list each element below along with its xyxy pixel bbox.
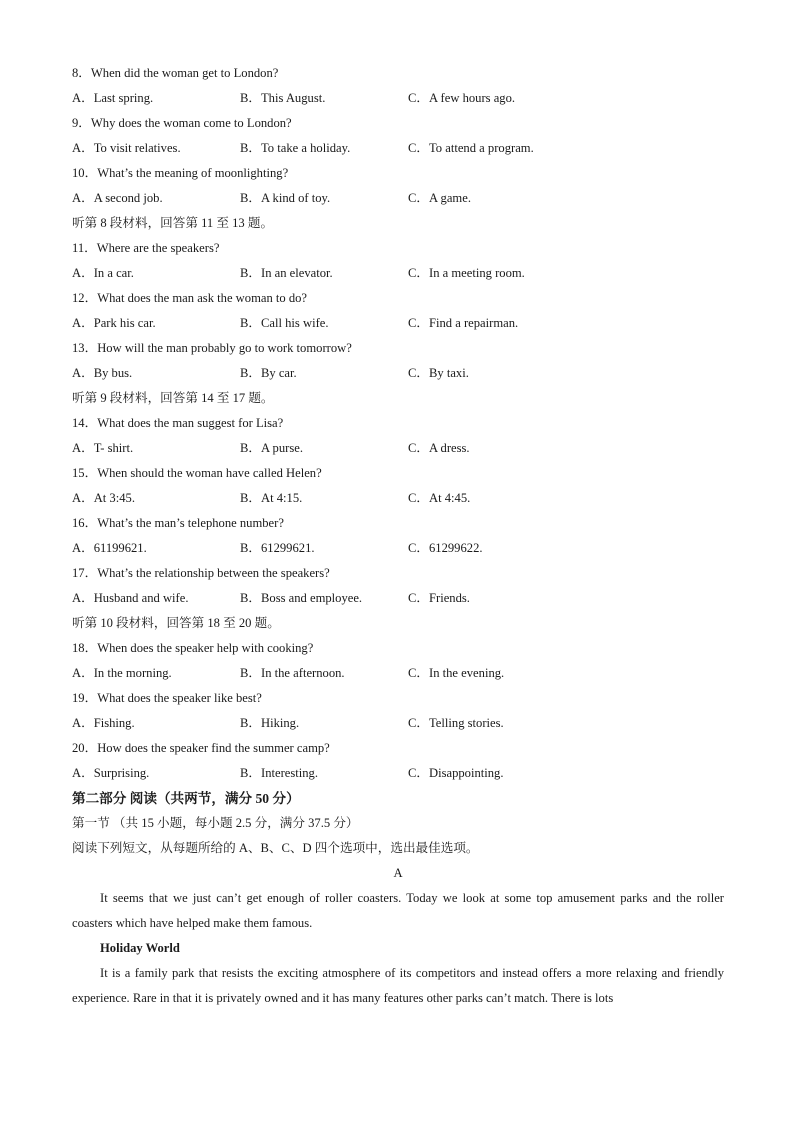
option-c: C．A few hours ago. [408,91,516,105]
listening-intro: 听第 9 段材料，回答第 14 至 17 题。 [72,391,274,405]
option-b: B．Hiking. [240,716,300,730]
option-b: B．Interesting. [240,766,318,780]
option-c: C．At 4:45. [408,491,471,505]
question-stem: 17．What’s the relationship between the speakers? [72,566,330,580]
option-b: B．A purse. [240,441,303,455]
option-b: B．A kind of toy. [240,191,331,205]
option-a: A．At 3:45. [72,491,135,505]
options-row [72,186,724,211]
passage-paragraph: It seems that we just can’t get enough of roller coasters. Today we look at some top amusement parks and the roller coasters which have helped make them famous. [72,891,724,930]
option-a: A．To visit relatives. [72,141,181,155]
question-stem: 16．What’s the man’s telephone number? [72,516,284,530]
exam-page [72,61,724,1011]
option-a: A．Fishing. [72,716,135,730]
question-stem: 14．What does the man suggest for Lisa? [72,416,284,430]
option-a: A．In the morning. [72,666,172,680]
question-stem: 10．What’s the meaning of moonlighting? [72,166,289,180]
passage-label: A [393,866,403,880]
question-stem: 18．When does the speaker help with cooking? [72,641,314,655]
option-c: C．A dress. [408,441,470,455]
question-stem: 8．When did the woman get to London? [72,66,279,80]
listening-intro: 听第 8 段材料，回答第 11 至 13 题。 [72,216,274,230]
option-a: A．By bus. [72,366,133,380]
option-b: B．At 4:15. [240,491,303,505]
option-a: A．Park his car. [72,316,156,330]
option-b: B．This August. [240,91,326,105]
option-c: C．Find a repairman. [408,316,519,330]
option-a: A．A second job. [72,191,163,205]
passage-paragraph: It is a family park that resists the exciting atmosphere of its competitors and instead offers a more relaxing and friendly experience. Rare in that it is privately owned and it has many features other parks can’t match. There is lots [72,966,724,1005]
options-row [72,761,724,786]
option-c: C．A game. [408,191,471,205]
option-b: B．By car. [240,366,297,380]
options-row [72,86,724,111]
option-a: A．61199621. [72,541,147,555]
part-title: 第二部分 阅读（共两节，满分 50 分） [72,791,300,806]
question-stem: 11．Where are the speakers? [72,241,220,255]
question-stem: 13．How will the man probably go to work tomorrow? [72,341,352,355]
option-c: C．Telling stories. [408,716,504,730]
option-b: B．In an elevator. [240,266,333,280]
question-stem: 12．What does the man ask the woman to do? [72,291,308,305]
section-heading: 第一节 （共 15 小题，每小题 2.5 分，满分 37.5 分） [72,816,359,830]
option-a: A．Last spring. [72,91,154,105]
option-b: B．To take a holiday. [240,141,351,155]
option-c: C．To attend a program. [408,141,534,155]
passage-subheading: Holiday World [100,941,180,955]
options-row [72,261,724,286]
option-a: A．Surprising. [72,766,150,780]
options-row [72,361,724,386]
options-row [72,436,724,461]
options-row [72,536,724,561]
question-stem: 15．When should the woman have called Helen? [72,466,322,480]
options-row [72,311,724,336]
option-c: C．In the evening. [408,666,505,680]
option-a: A．T- shirt. [72,441,134,455]
instruction-text: 阅读下列短文，从每题所给的 A、B、C、D 四个选项中，选出最佳选项。 [72,841,479,855]
question-stem: 20．How does the speaker find the summer camp? [72,741,330,755]
option-b: B．Call his wife. [240,316,329,330]
option-c: C．61299622. [408,541,483,555]
options-row [72,661,724,686]
option-c: C．In a meeting room. [408,266,525,280]
listening-intro: 听第 10 段材料，回答第 18 至 20 题。 [72,616,280,630]
option-b: B．Boss and employee. [240,591,363,605]
option-a: A．In a car. [72,266,134,280]
options-row [72,711,724,736]
options-row [72,586,724,611]
question-stem: 19．What does the speaker like best? [72,691,262,705]
option-c: C．Friends. [408,591,470,605]
option-a: A．Husband and wife. [72,591,189,605]
question-stem: 9．Why does the woman come to London? [72,116,292,130]
options-row [72,486,724,511]
options-row [72,136,724,161]
option-b: B．61299621. [240,541,315,555]
option-b: B．In the afternoon. [240,666,345,680]
option-c: C．By taxi. [408,366,469,380]
option-c: C．Disappointing. [408,766,504,780]
